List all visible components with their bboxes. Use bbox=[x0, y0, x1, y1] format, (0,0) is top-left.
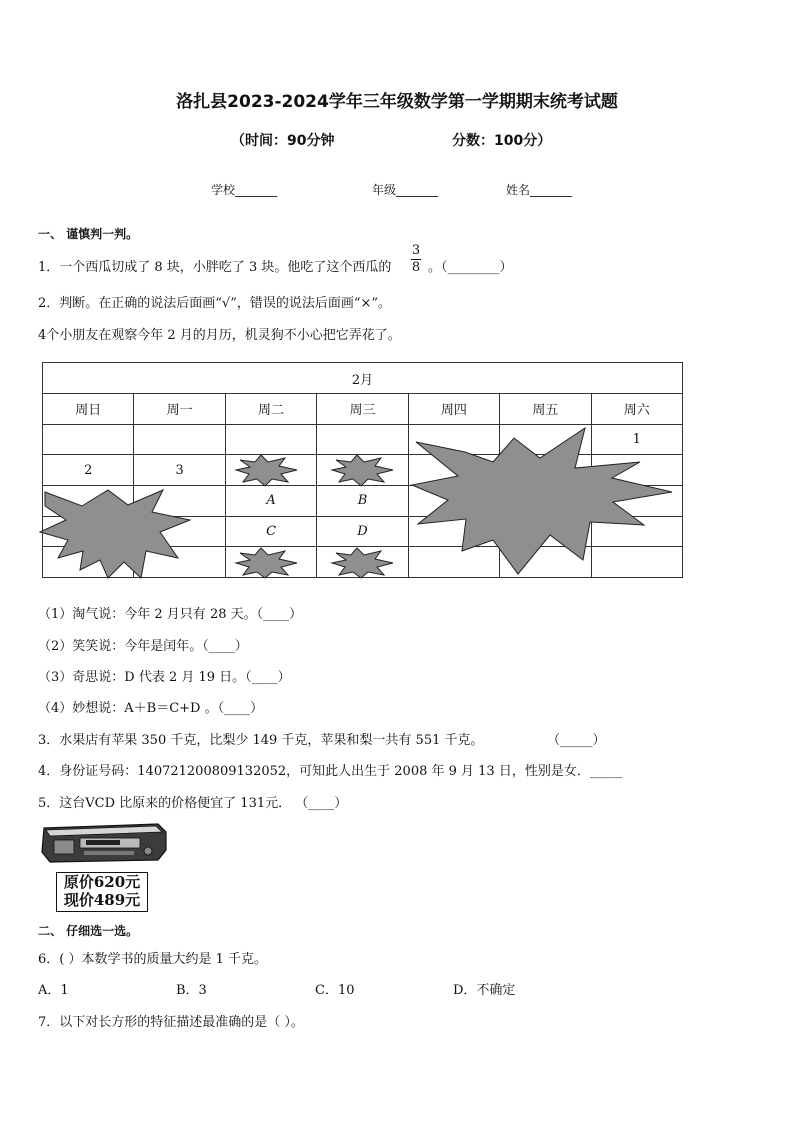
calendar-cell-sat-1: 1 bbox=[591, 424, 682, 455]
calendar-cell-mon-3: 3 bbox=[134, 455, 225, 486]
vcd-player-image bbox=[40, 822, 170, 864]
calendar-cell-b: B bbox=[317, 486, 408, 517]
section-1-heading: 一、 谨慎判一判。 bbox=[38, 227, 139, 241]
calendar-cell-d: D bbox=[317, 516, 408, 547]
weekday-tue: 周二 bbox=[225, 394, 316, 425]
price-tag bbox=[56, 872, 148, 912]
question-3: 3．水果店有苹果 350 千克，比梨少 149 千克，苹果和梨一共有 551 千克。 bbox=[38, 733, 484, 748]
question-6-option-b[interactable]: B．3 bbox=[176, 983, 207, 998]
name-field[interactable]: 姓名_______ bbox=[506, 183, 573, 197]
exam-time: （时间：90分钟 bbox=[231, 133, 335, 149]
page-title: 洛扎县2023-2024学年三年级数学第一学期期末统考试题 bbox=[176, 92, 618, 112]
question-6-option-d[interactable]: D．不确定 bbox=[453, 983, 516, 998]
question-5: 5．这台VCD 比原来的价格便宜了 131元． （____） bbox=[38, 796, 348, 811]
calendar-cell-c: C bbox=[225, 516, 316, 547]
question-1: 1．一个西瓜切成了 8 块，小胖吃了 3 块。他吃了这个西瓜的 bbox=[38, 260, 392, 275]
section-2-heading: 二、 仔细选一选。 bbox=[38, 924, 139, 938]
question-1-answer-blank[interactable]: 。（________） bbox=[428, 260, 513, 275]
question-6: 6．( ）本数学书的质量大约是 1 千克。 bbox=[38, 952, 268, 967]
question-7: 7．以下对长方形的特征描述最准确的是（ ）。 bbox=[38, 1015, 304, 1030]
sub-question-2: （2）笑笑说：今年是闰年。（____） bbox=[38, 639, 248, 654]
weekday-sat: 周六 bbox=[591, 394, 682, 425]
question-6-option-c[interactable]: C．10 bbox=[315, 983, 355, 998]
ink-splat-large-left bbox=[40, 490, 190, 578]
ink-splat-small bbox=[236, 548, 297, 578]
grade-field[interactable]: 年级_______ bbox=[372, 183, 439, 197]
ink-splat-small bbox=[236, 455, 297, 486]
exam-score: 分数：100分） bbox=[452, 133, 552, 149]
sub-question-3: （3）奇思说：D 代表 2 月 19 日。（____） bbox=[38, 670, 291, 685]
weekday-fri: 周五 bbox=[500, 394, 591, 425]
question-3-answer-blank[interactable]: （_____） bbox=[547, 733, 606, 748]
weekday-wed: 周三 bbox=[317, 394, 408, 425]
question-2-intro: 4个小朋友在观察今年 2 月的月历，机灵狗不小心把它弄花了。 bbox=[38, 328, 401, 343]
question-6-option-a[interactable]: A．1 bbox=[38, 983, 69, 998]
sub-question-4: （4）妙想说：A＋B＝C+D 。（____） bbox=[38, 701, 264, 716]
ink-splat-small bbox=[332, 548, 393, 578]
price-now: 现价489元 bbox=[63, 891, 141, 909]
ink-splat-large-right bbox=[412, 428, 672, 574]
fraction-numerator: 3 bbox=[411, 243, 421, 258]
calendar-cell-a: A bbox=[225, 486, 316, 517]
sub-question-1: （1）淘气说：今年 2 月只有 28 天。（____） bbox=[38, 607, 303, 622]
weekday-thu: 周四 bbox=[408, 394, 499, 425]
weekday-sun: 周日 bbox=[43, 394, 134, 425]
calendar-cell-sun-2: 2 bbox=[43, 455, 134, 486]
school-field[interactable]: 学校_______ bbox=[211, 183, 278, 197]
ink-splat-small bbox=[332, 455, 393, 486]
question-4: 4．身份证号码：140721200809132052，可知此人出生于 2008 年 9 月 13 日，性别是女．_____ bbox=[38, 764, 623, 779]
fraction-denominator: 8 bbox=[411, 260, 421, 275]
question-2: 2．判断。在正确的说法后面画“√”，错误的说法后面画“×”。 bbox=[38, 296, 392, 311]
weekday-mon: 周一 bbox=[134, 394, 225, 425]
price-original: 原价620元 bbox=[63, 873, 141, 891]
calendar-month: 2月 bbox=[43, 363, 683, 394]
